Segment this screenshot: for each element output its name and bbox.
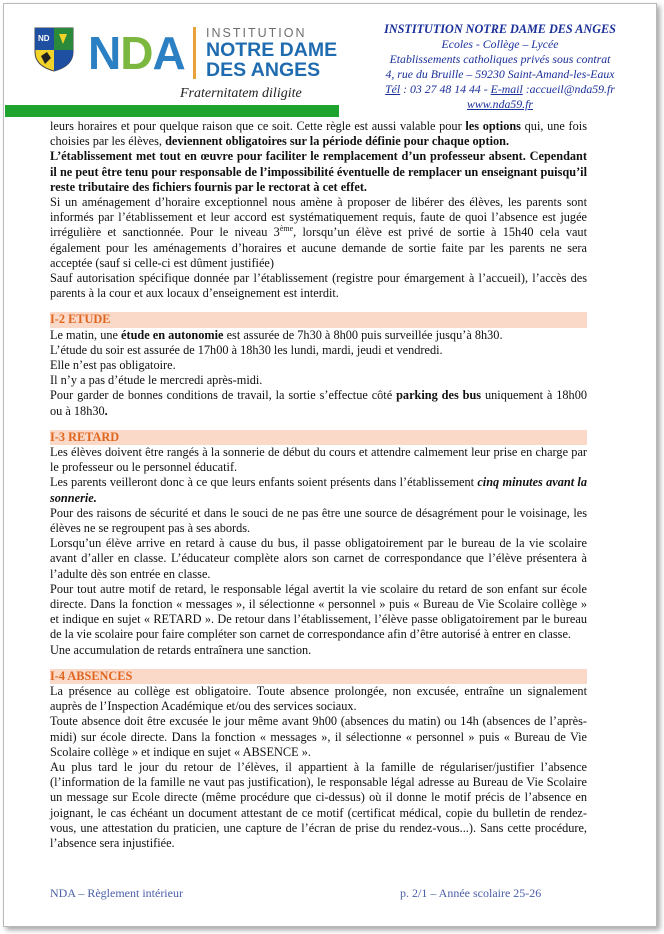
paragraph: Sauf autorisation spécifique donnée par l’établissement (registre pour émargement à l’accueil), l’accès des parents à la cour et aux locaux d’enseignement est interdit. bbox=[50, 271, 587, 301]
paragraph: Lorsqu’un élève arrive en retard à cause du bus, il passe obligatoirement par le bureau de la vie scolaire avant d’aller en classe. L’éducateur complète alors son carnet de correspondance que l’élève présentera à l’adulte dès son entrée en classe. bbox=[50, 536, 587, 581]
section-heading-retard: I-3 RETARD bbox=[50, 430, 587, 445]
contact-address: 4, rue du Bruille – 59230 Saint-Amand-les-Eaux bbox=[385, 67, 615, 81]
paragraph: Une accumulation de retards entraînera une sanction. bbox=[50, 642, 312, 657]
logo-text: NDA bbox=[88, 27, 185, 79]
paragraph: Il n’y a pas d’étude le mercredi après-midi. bbox=[50, 373, 263, 388]
paragraph: La présence au collège est obligatoire. Toute absence prolongée, non excusée, entraîne un signalement auprès de l’Inspection Académique et/ou des services sociaux. bbox=[50, 684, 587, 714]
motto: Fraternitatem diligite bbox=[180, 86, 302, 101]
crest-icon bbox=[33, 26, 75, 72]
section-heading-absences: I-4 ABSENCES bbox=[50, 669, 587, 684]
contact-line: Etablissements catholiques privés sous contrat bbox=[389, 52, 611, 66]
email-link[interactable]: E-mail bbox=[490, 82, 523, 96]
document-body bbox=[50, 119, 587, 851]
header-green-bar bbox=[5, 105, 339, 117]
logo-divider bbox=[193, 27, 196, 79]
nda-logo bbox=[88, 27, 185, 79]
paragraph: Si un aménagement d’horaire exceptionnel nous amène à proposer de libérer des élèves, les parents sont informés par l’établissement et leur accord est systématiquement requis, faute de quoi l’absence est jugée irrégulière et sanctionnée. Pour le niveau 3ème, lorsqu’un élève est privé de sortie à 15h40 cela vaut également pour les aménagements d’horaires et aucune demande de sortie faite par les parents ne sera acceptée (sauf si celle-ci est dûment justifiée) bbox=[50, 195, 587, 270]
paragraph: L’étude du soir est assurée de 17h00 à 18h30 les lundi, mardi, jeudi et vendredi. bbox=[50, 342, 443, 357]
website-link[interactable]: www.nda59.fr bbox=[467, 97, 533, 111]
paragraph: Pour garder de bonnes conditions de travail, la sortie s’effectue côté parking des bus uniquement à 18h00 ou à 18h30. bbox=[50, 388, 588, 418]
paragraph: leurs horaires et pour quelque raison que ce soit. Cette règle est aussi valable pour les options qui, une fois choisies par les élèves, deviennent obligatoires sur la période définie pour chaque option. bbox=[50, 119, 587, 149]
contact-phone-email: Tél : 03 27 48 14 44 - E-mail :accueil@nda59.fr bbox=[385, 82, 615, 96]
logo-institution-name: NOTRE DAME DES ANGES bbox=[206, 39, 338, 81]
footer-page-number: p. 2/1 – Année scolaire 25-26 bbox=[400, 886, 542, 900]
section-heading-etude: I-2 ETUDE bbox=[50, 312, 587, 327]
svg-text:ND: ND bbox=[38, 34, 50, 43]
paragraph: Les élèves doivent être rangés à la sonnerie de début du cours et attendre calmement leur prise en charge par le professeur ou le personnel éducatif. bbox=[50, 445, 587, 475]
paragraph: Pour tout autre motif de retard, le responsable légal avertit la vie scolaire du retard de son enfant sur école directe. Dans la fonction « messages », il sélectionne « personnel » puis « Bureau de Vie Scolaire collège » et indique en sujet « RETARD ». De retour dans l’établissement, l’élève passe obligatoirement par le bureau de la vie scolaire pour faire compléter son carnet de correspondance afin d’être autorisé à entrer en classe. bbox=[50, 581, 587, 642]
logo-institution-label: INSTITUTION bbox=[206, 26, 307, 40]
footer-left: NDA – Règlement intérieur bbox=[50, 886, 183, 900]
paragraph: Pour des raisons de sécurité et dans le souci de ne pas être une source de désagrément pour le voisinage, les élèves ne se regroupent pas à ses abords. bbox=[50, 505, 587, 536]
paragraph: L’établissement met tout en œuvre pour faciliter le remplacement d’un professeur absent. Cependant il ne peut être tenu pour responsable de l’impossibilité éventuelle de remplacer un enseignant puisqu’il reste tributaire des fichiers fournis par le rectorat à cet effet. bbox=[50, 149, 587, 194]
contact-line: Ecoles - Collège – Lycée bbox=[441, 37, 559, 51]
paragraph: Les parents veilleront donc à ce que leurs enfants soient présents dans l’établissement cinq minutes avant la sonnerie. bbox=[50, 475, 587, 505]
paragraph: Au plus tard le jour du retour de l’élèves, il appartient à la famille de régulariser/justifier l’absence (l’information de la famille ne vaut pas justification), le responsable légal adresse au Bureau de Vie Scolaire un message sur Ecole directe (même procédure que ci-dessus) où il donne le motif précis de l’absence en joignant, le cas échéant un document attestant de ce motif (certificat médical, copie du bulletin de rendez-vous, une attestation du praticien, une capture de l’écran de prise du rendez-vous...). Sans cette procédure, l’absence sera injustifiée. bbox=[50, 760, 587, 851]
paragraph: Toute absence doit être excusée le jour même avant 9h00 (absences du matin) ou 14h (absences de l’après-midi) sur école directe. Dans la fonction « messages », il sélectionne « personnel » puis « Bureau de Vie Scolaire collège » et indique en sujet « ABSENCE ». bbox=[50, 714, 587, 759]
institution-name: INSTITUTION NOTRE DAME DES ANGES bbox=[384, 22, 616, 36]
paragraph: Elle n’est pas obligatoire. bbox=[50, 358, 176, 373]
contact-block bbox=[355, 22, 645, 112]
paragraph: Le matin, une étude en autonomie est assurée de 7h30 à 8h00 puis surveillée jusqu’à 8h30. bbox=[50, 327, 503, 342]
